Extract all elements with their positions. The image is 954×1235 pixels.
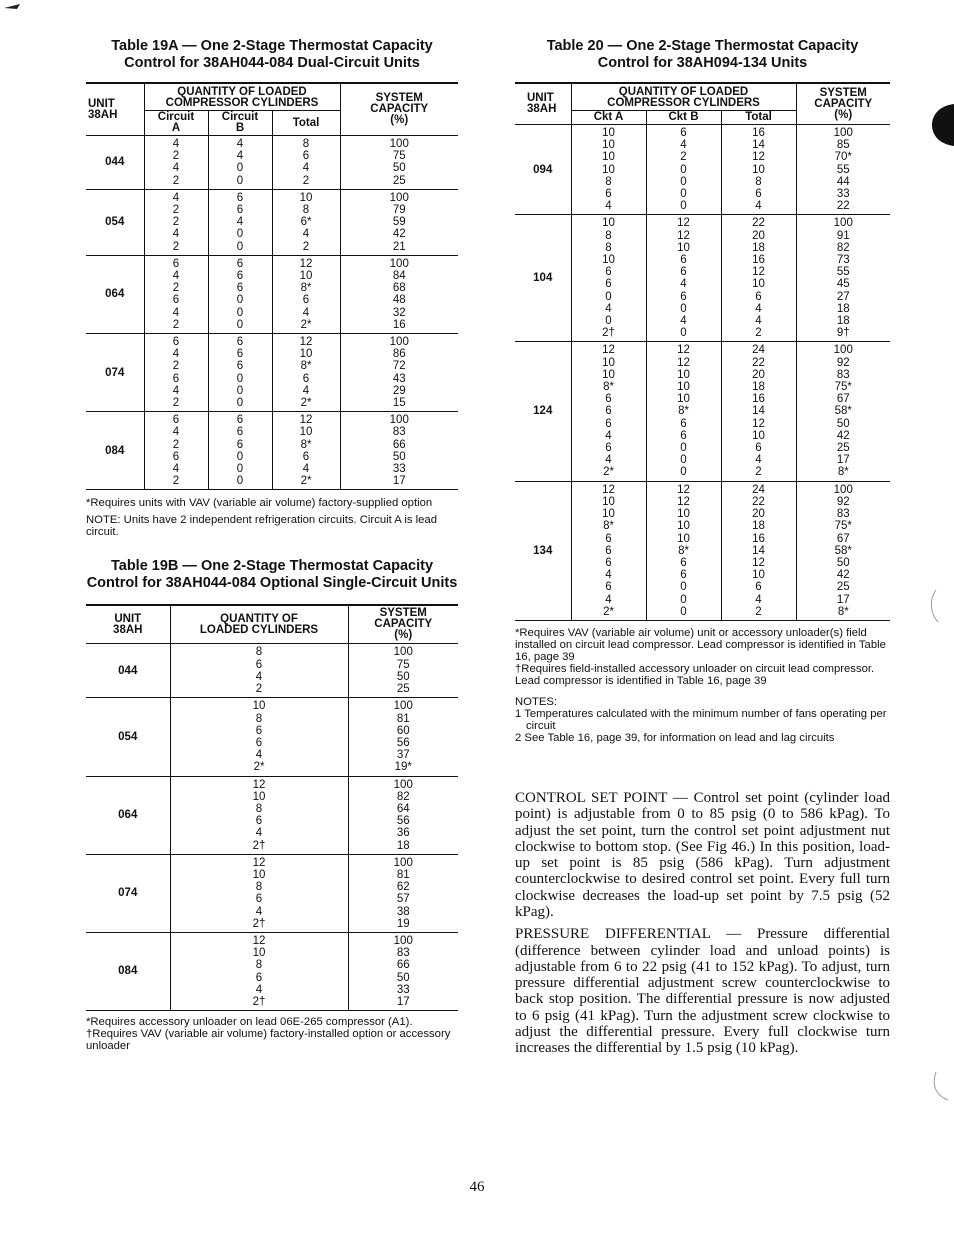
total-cell: 12 10 8* 6 4 2* (272, 255, 340, 333)
right-column (515, 38, 890, 1057)
table-19b (86, 604, 458, 1011)
header-text: A (171, 122, 181, 134)
table-19a (86, 82, 458, 490)
header-quantity (571, 83, 796, 111)
table-row (86, 854, 458, 932)
unit-cell: 074 (118, 887, 138, 900)
control-set-point-paragraph: CONTROL SET POINT — Control set point (cylinder load point) is adjustable from 0 to 85 psig (0 to 586 kPag). To adjust the set point, turn the control set point adjustment nut clockwise to bottom stop. (See Fig 46.) In this position, load-up set point is 85 psig (586 kPag). Turn adjustment counterclockwise to desired control set point. Every full turn clockwise decreases the load-up set point by 7.5 psig (52 kPag). (515, 789, 890, 920)
ckt-b-cell: 12 12 10 10 10 8* 6 6 0 0 0 (646, 481, 721, 620)
note-item: 1 Temperatures calculated with the minimum number of fans operating per circuit (515, 707, 887, 732)
total-cell: 12 10 8* 6 4 2* (272, 334, 340, 412)
unit-cell: 124 (533, 405, 553, 418)
header-text: QUANTITY OF LOADED (618, 86, 749, 98)
capacity-cell: 100 91 82 73 55 45 27 18 18 9† (796, 215, 890, 342)
header-text: UNIT (88, 97, 115, 110)
circuit-b-cell: 6 6 6 0 0 0 (208, 255, 272, 333)
header-text: CAPACITY (374, 618, 433, 631)
total-cell: 12 10 8* 6 4 2* (272, 412, 340, 490)
header-text: UNIT (114, 612, 142, 625)
total-cell: 16 14 12 10 8 6 4 (721, 125, 796, 215)
title-line: Control for 38AH044-084 Optional Single-Circuit Units (86, 575, 458, 592)
table-row (86, 932, 458, 1010)
title-line: Control for 38AH094-134 Units (597, 55, 808, 71)
header-text: 38AH (527, 103, 557, 115)
circuit-b-cell: 6 6 4 0 0 (208, 189, 272, 255)
header-text: (%) (394, 629, 413, 642)
header-text: CAPACITY (370, 103, 429, 115)
corner-mark-icon (4, 2, 24, 10)
table-20-footnote: *Requires VAV (variable air volume) unit or accessory unloader(s) field installed on circuit lead compressor. Lead compressor is identified in Table 16, page 39 (515, 626, 886, 663)
quantity-cell: 8 6 4 2 (170, 644, 348, 698)
ckt-a-cell: 12 10 10 8* 6 6 6 4 6 4 2* (571, 481, 646, 620)
unit-cell: 134 (533, 544, 553, 557)
header-text: UNIT (527, 92, 554, 104)
ckt-a-cell: 10 8 8 10 6 6 0 4 0 2† (571, 215, 646, 342)
table-row (86, 644, 458, 698)
unit-cell: 074 (105, 366, 125, 379)
unit-cell: 044 (105, 156, 125, 169)
capacity-cell: 100 86 72 43 29 15 (340, 334, 458, 412)
unit-cell: 054 (118, 730, 138, 743)
binding-hole-icon (928, 104, 954, 146)
capacity-cell: 100 85 70* 55 44 33 22 (796, 125, 890, 215)
capacity-cell: 100 81 60 56 37 19* (348, 698, 458, 776)
table-row (86, 776, 458, 854)
unit-cell: 094 (533, 163, 553, 176)
header-text: Total (292, 116, 320, 129)
header-text: Circuit (221, 111, 259, 123)
table-row (86, 189, 458, 255)
header-text: CAPACITY (814, 97, 873, 110)
header-text: 38AH (113, 623, 143, 636)
capacity-cell: 100 75 50 25 (340, 136, 458, 190)
header-text: (%) (834, 108, 853, 121)
header-circuit-a (144, 111, 208, 136)
quantity-cell: 12 10 8 6 4 2† (170, 932, 348, 1010)
table-20-title (515, 38, 890, 72)
header-unit (86, 83, 144, 136)
total-cell: 8 6 4 2 (272, 136, 340, 190)
circuit-a-cell: 6 4 2 6 4 2 (144, 255, 208, 333)
header-ckt-b: Ckt B (646, 111, 721, 125)
unit-cell: 084 (118, 965, 138, 978)
header-text: Circuit (157, 111, 195, 123)
unit-cell: 064 (105, 288, 125, 301)
unit-cell: 054 (105, 216, 125, 229)
table-19a-note: NOTE: Units have 2 independent refrigeration circuits. Circuit A is lead circuit. (86, 514, 437, 539)
title-line: Table 19A — One 2-Stage Thermostat Capacity (111, 38, 433, 54)
table-20 (515, 82, 890, 621)
table-row (515, 342, 890, 481)
header-text: B (235, 122, 245, 134)
table-row (86, 334, 458, 412)
table-row (515, 481, 890, 620)
circuit-a-cell: 6 4 2 6 4 2 (144, 412, 208, 490)
ckt-a-cell: 10 10 10 10 8 6 4 (571, 125, 646, 215)
title-line: Control for 38AH044-084 Dual-Circuit Units (124, 55, 420, 71)
circuit-a-cell: 4 2 2 4 2 (144, 189, 208, 255)
total-cell: 24 22 20 18 16 14 12 10 6 4 2 (721, 481, 796, 620)
header-text: (%) (390, 114, 409, 126)
unit-cell: 084 (105, 444, 125, 457)
header-text: SYSTEM (819, 86, 867, 99)
quantity-cell: 12 10 8 6 4 2† (170, 776, 348, 854)
unit-cell: 044 (118, 664, 138, 677)
header-text: COMPRESSOR CYLINDERS (165, 97, 319, 109)
scan-smudge-icon (926, 588, 946, 624)
capacity-cell: 100 84 68 48 32 16 (340, 255, 458, 333)
header-quantity (170, 605, 348, 644)
table-19a-title (86, 38, 458, 72)
ckt-a-cell: 12 10 10 8* 6 6 6 4 6 4 2* (571, 342, 646, 481)
table-19a-footnote: *Requires units with VAV (variable air volume) factory-supplied option (86, 497, 433, 510)
header-capacity (340, 83, 458, 136)
header-capacity (796, 83, 890, 125)
notes-title: NOTES: (515, 695, 558, 708)
circuit-b-cell: 4 4 0 0 (208, 136, 272, 190)
title-line: Table 20 — One 2-Stage Thermostat Capacity (546, 38, 859, 54)
note-item: 2 See Table 16, page 39, for information on lead and lag circuits (515, 731, 835, 744)
capacity-cell: 100 81 62 57 38 19 (348, 854, 458, 932)
table-row (86, 136, 458, 190)
header-text: SYSTEM (379, 607, 427, 620)
header-circuit-b (208, 111, 272, 136)
scan-smudge-icon (928, 1070, 952, 1104)
ckt-b-cell: 12 12 10 10 10 8* 6 6 0 0 0 (646, 342, 721, 481)
header-unit (515, 83, 571, 125)
pressure-differential-paragraph: PRESSURE DIFFERENTIAL — Pressure differential (difference between cylinder load and unload points) is adjustable from 6 to 22 psig (41 to 152 kPag). To adjust, turn pressure differential adjustment screw counterclockwise to back stop position. The differential pressure is now adjusted to 6 psig (41 kPag). Turn the adjustment screw clockwise to adjust the differential pressure. Every full clockwise turn increases the differential by 1.5 psig (10 kPag). (515, 926, 890, 1057)
header-text: QUANTITY OF LOADED (177, 86, 307, 98)
title-line: Table 19B — One 2-Stage Thermostat Capacity (110, 558, 434, 575)
header-text: LOADED CYLINDERS (199, 623, 319, 636)
total-cell: 10 8 6* 4 2 (272, 189, 340, 255)
header-ckt-a: Ckt A (571, 111, 646, 125)
quantity-cell: 12 10 8 6 4 2† (170, 854, 348, 932)
header-capacity (348, 605, 458, 644)
circuit-b-cell: 6 6 6 0 0 0 (208, 412, 272, 490)
ckt-b-cell: 6 4 2 0 0 0 0 (646, 125, 721, 215)
circuit-a-cell: 6 4 2 6 4 2 (144, 334, 208, 412)
capacity-cell: 100 82 64 56 36 18 (348, 776, 458, 854)
table-19b-footnote: †Requires VAV (variable air volume) factory-installed option or accessory unloader (86, 1028, 451, 1053)
table-row (86, 255, 458, 333)
header-unit (86, 605, 170, 644)
table-19b-footnote: *Requires accessory unloader on lead 06E-265 compressor (A1). (86, 1016, 413, 1029)
ckt-b-cell: 12 12 10 6 6 4 6 0 4 0 (646, 215, 721, 342)
table-row (515, 215, 890, 342)
header-total: Total (721, 111, 796, 125)
capacity-cell: 100 83 66 50 33 17 (340, 412, 458, 490)
capacity-cell: 100 92 83 75* 67 58* 50 42 25 17 8* (796, 481, 890, 620)
capacity-cell: 100 79 59 42 21 (340, 189, 458, 255)
header-text: SYSTEM (375, 92, 423, 104)
capacity-cell: 100 75 50 25 (348, 644, 458, 698)
table-row (515, 125, 890, 215)
circuit-b-cell: 6 6 6 0 0 0 (208, 334, 272, 412)
unit-cell: 104 (533, 272, 553, 285)
quantity-cell: 10 8 6 6 4 2* (170, 698, 348, 776)
capacity-cell: 100 83 66 50 33 17 (348, 932, 458, 1010)
unit-cell: 064 (118, 809, 138, 822)
table-20-footnote: †Requires field-installed accessory unloader on circuit lead compressor. Lead compressor is identified in Table 16, page 39 (515, 662, 875, 687)
total-cell: 22 20 18 16 12 10 6 4 4 2 (721, 215, 796, 342)
left-column (86, 38, 458, 1052)
circuit-a-cell: 4 2 4 2 (144, 136, 208, 190)
capacity-cell: 100 92 83 75* 67 58* 50 42 25 17 8* (796, 342, 890, 481)
table-row (86, 698, 458, 776)
header-text: 38AH (88, 108, 118, 121)
total-cell: 24 22 20 18 16 14 12 10 6 4 2 (721, 342, 796, 481)
header-total (272, 111, 340, 136)
header-text: QUANTITY OF (220, 612, 298, 625)
header-quantity (144, 83, 340, 111)
table-row (86, 412, 458, 490)
page-number: 46 (469, 1179, 485, 1195)
header-text: COMPRESSOR CYLINDERS (607, 97, 760, 109)
table-19b-title (86, 558, 458, 592)
